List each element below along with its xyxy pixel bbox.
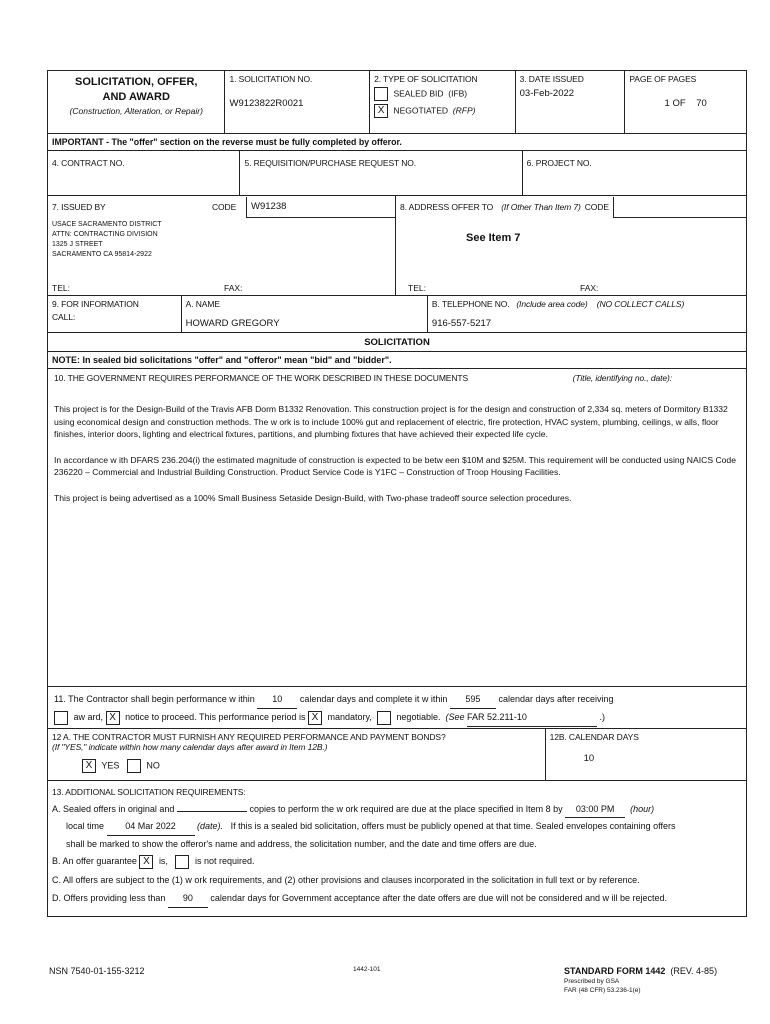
nsn-number: NSN 7540-01-155-3212 bbox=[49, 966, 145, 976]
issued-by-fax: FAX: bbox=[224, 283, 243, 293]
issued-by-cell bbox=[48, 196, 395, 295]
contact-phone-cell bbox=[427, 296, 746, 332]
requisition-number-cell[interactable] bbox=[239, 151, 521, 195]
description-paragraph-2: In accordance w ith DFARS 236.204(i) the estimated magnitude of construction is expected to be betw een $10M and $25M. This requirement will be conducted using NAICS Code 236220 – Commercial and Industrial Building Construction. Product Service Code is Y1FC – Construction of Troop Housing Facilities. bbox=[54, 454, 736, 477]
address-offer-code-box[interactable] bbox=[613, 197, 746, 218]
date-issued-value[interactable]: 03-Feb-2022 bbox=[519, 88, 575, 99]
guarantee-not-checkbox[interactable] bbox=[175, 855, 189, 869]
item11-cell bbox=[48, 687, 746, 728]
bonds-cell bbox=[48, 729, 545, 780]
award-checkbox[interactable] bbox=[54, 711, 68, 725]
contact-name-value[interactable]: HOWARD GREGORY bbox=[185, 318, 280, 329]
item11-row bbox=[47, 686, 747, 728]
issued-address-row bbox=[47, 195, 747, 295]
far-reference[interactable]: FAR 52.211-10 bbox=[467, 709, 597, 727]
issued-by-tel: TEL: bbox=[52, 283, 70, 293]
important-row bbox=[47, 133, 747, 150]
item13-b-text3: is not required. bbox=[194, 856, 255, 866]
sealed-bid-checkbox[interactable] bbox=[374, 87, 388, 101]
due-time-value[interactable]: 03:00 PM bbox=[565, 801, 625, 819]
item13-a-line3: shall be marked to show the offeror's name and address, the solicitation number, and the date and time offers are due. bbox=[66, 838, 537, 849]
form-title-sub: (Construction, Alteration, or Repair) bbox=[69, 106, 203, 116]
page-count-value bbox=[629, 98, 742, 109]
item13-label: 13. ADDITIONAL SOLICITATION REQUIREMENTS: bbox=[52, 787, 246, 797]
item11-close: .) bbox=[599, 712, 606, 722]
address-line4: SACRAMENTO CA 95814-2922 bbox=[52, 251, 152, 258]
bonds-italic: (If "YES," indicate within how many calendar days after award in Item 12B.) bbox=[52, 742, 328, 752]
start-days-value[interactable]: 10 bbox=[257, 691, 297, 709]
bonds-options bbox=[82, 759, 541, 773]
standard-form-block bbox=[564, 966, 754, 994]
solicitation-form bbox=[47, 70, 747, 917]
due-date-value[interactable]: 04 Mar 2022 bbox=[107, 818, 195, 836]
item13-c-line: C. All offers are subject to the (1) w ork requirements, and (2) other provisions and clauses incorporated in the solicitation in full text or by reference. bbox=[52, 874, 640, 885]
header-row bbox=[47, 70, 747, 133]
bonds-yes-label: YES bbox=[101, 760, 120, 771]
negotiable-label: negotiable. bbox=[396, 712, 441, 722]
item13-b-text1: B. An offer guarantee bbox=[52, 856, 137, 866]
bonds-no-label: NO bbox=[146, 760, 160, 771]
sealed-bid-code: (IFB) bbox=[448, 88, 468, 99]
item13-d-line bbox=[52, 890, 742, 908]
guarantee-is-checkbox[interactable]: X bbox=[139, 855, 153, 869]
contact-phone-italic: (Include area code) bbox=[516, 299, 588, 309]
mandatory-label: mandatory, bbox=[327, 712, 372, 722]
item11-text3: calendar days after receiving bbox=[498, 694, 614, 704]
bonds-label: 12 A. THE CONTRACTOR MUST FURNISH ANY REQUIRED PERFORMANCE AND PAYMENT BONDS? bbox=[52, 732, 446, 742]
contact-phone-value[interactable]: 916-557-5217 bbox=[431, 318, 492, 329]
item10-row bbox=[47, 368, 747, 686]
item10-italic: (Title, identifying no., date): bbox=[572, 373, 672, 383]
information-label-line2: CALL: bbox=[52, 312, 76, 322]
item13-a-line2 bbox=[52, 818, 742, 836]
form-revision: (REV. 4-85) bbox=[670, 966, 718, 976]
address-offer-value: See Item 7 bbox=[466, 232, 521, 244]
item10-cell bbox=[48, 369, 746, 686]
contact-phone-header bbox=[432, 299, 742, 309]
calendar-days-cell bbox=[545, 729, 746, 780]
description-paragraph-1: This project is for the Design-Build of the Travis AFB Dorm B1332 Renovation. This construction project is for the design and construction of 2,334 sq. meters of Dormitory B1332 using economical design and construction methods. The w ork is to include 100% gut and replacement of electric, fire protection, HVAC system, plumbing, ceilings, w alls, floor finishes, interior doors, lighting and electrical fixtures, partitions, and plumbing fixtures that have achieved their expected life cycle. bbox=[54, 404, 728, 439]
address-line2: ATTN: CONTRACTING DIVISION bbox=[52, 231, 158, 238]
form-title-line1: SOLICITATION, OFFER, bbox=[75, 76, 198, 88]
prescribed-by: Prescribed by GSA bbox=[564, 978, 620, 985]
address-offer-tel: TEL: bbox=[408, 283, 426, 293]
page-count-cell bbox=[624, 71, 746, 133]
item11-text2: calendar days and complete it w ithin bbox=[299, 694, 448, 704]
issued-by-code-label: CODE bbox=[212, 202, 237, 212]
complete-days-value[interactable]: 595 bbox=[450, 691, 496, 709]
page-count-label: PAGE OF PAGES bbox=[629, 74, 697, 84]
solicitation-heading-row bbox=[47, 332, 747, 351]
date-issued-label: 3. DATE ISSUED bbox=[519, 74, 584, 84]
item13-a-text1: A. Sealed offers in original and bbox=[52, 803, 175, 814]
issued-by-header bbox=[48, 196, 395, 218]
item11-text1: 11. The Contractor shall begin performance w ithin bbox=[54, 694, 255, 704]
requisition-number-label: 5. REQUISITION/PURCHASE REQUEST NO. bbox=[244, 158, 417, 168]
sealed-bid-option bbox=[374, 87, 511, 101]
award-label: aw ard, bbox=[73, 712, 104, 722]
item13-row bbox=[47, 780, 747, 917]
address-offer-header bbox=[396, 196, 746, 218]
mandatory-checkbox[interactable]: X bbox=[308, 711, 322, 725]
item13-b-text2: is, bbox=[158, 856, 168, 866]
issued-by-code-value[interactable]: W91238 bbox=[246, 197, 395, 218]
bonds-yes-checkbox[interactable]: X bbox=[82, 759, 96, 773]
negotiated-checkbox[interactable]: X bbox=[374, 104, 388, 118]
notice-to-proceed-label: notice to proceed. This performance period is bbox=[125, 712, 306, 722]
contract-row bbox=[47, 150, 747, 195]
address-offer-label: 8. ADDRESS OFFER TO bbox=[400, 202, 494, 212]
standard-form-line bbox=[564, 966, 754, 976]
calendar-days-value[interactable]: 10 bbox=[583, 753, 595, 764]
description-paragraph-3: This project is being advertised as a 100% Small Business Setaside Design-Build, with Two-phase tradeoff source selection procedures. bbox=[54, 492, 572, 503]
sealed-bid-note: NOTE: In sealed bid solicitations "offer" and "offeror" mean "bid" and "bidder". bbox=[52, 355, 392, 365]
standard-form-label: STANDARD FORM 1442 bbox=[564, 966, 666, 976]
item10-header bbox=[54, 373, 740, 383]
address-offer-cell bbox=[395, 196, 746, 295]
form-title-line2: AND AWARD bbox=[102, 91, 170, 103]
page-current: 1 OF bbox=[664, 98, 686, 109]
solicitation-number-value[interactable]: W9123822R0021 bbox=[229, 98, 304, 109]
address-line3: 1325 J STREET bbox=[52, 241, 103, 248]
solicitation-type-label: 2. TYPE OF SOLICITATION bbox=[374, 74, 478, 84]
contact-name-label: A. NAME bbox=[185, 299, 220, 309]
contract-number-label: 4. CONTRACT NO. bbox=[52, 158, 125, 168]
see-label: (See bbox=[445, 712, 465, 722]
solicitation-number-label: 1. SOLICITATION NO. bbox=[229, 74, 313, 84]
item13-a-line1 bbox=[52, 801, 742, 819]
form-code: 1442-101 bbox=[353, 966, 381, 973]
address-line1: USACE SACRAMENTO DISTRICT bbox=[52, 221, 162, 228]
negotiable-checkbox[interactable] bbox=[377, 711, 391, 725]
project-number-label: 6. PROJECT NO. bbox=[526, 158, 592, 168]
negotiated-code: (RFP) bbox=[452, 105, 476, 116]
address-offer-fax: FAX: bbox=[580, 283, 599, 293]
item13-b-line bbox=[52, 853, 742, 870]
item13-a-text3: local time bbox=[66, 821, 105, 831]
item10-label: 10. THE GOVERNMENT REQUIRES PERFORMANCE OF THE WORK DESCRIBED IN THESE DOCUMENTS bbox=[54, 373, 469, 383]
solicitation-type-cell bbox=[369, 71, 515, 133]
issued-by-label: 7. ISSUED BY bbox=[52, 202, 106, 212]
item13-d-text1: D. Offers providing less than bbox=[52, 893, 166, 903]
important-note: IMPORTANT - The "offer" section on the reverse must be fully completed by offeror. bbox=[52, 137, 402, 147]
contact-phone-label: B. TELEPHONE NO. bbox=[431, 299, 510, 309]
page-total: 70 bbox=[696, 98, 707, 109]
information-row bbox=[47, 295, 747, 332]
date-label: (date). bbox=[197, 821, 224, 831]
calendar-days-label: 12B. CALENDAR DAYS bbox=[549, 732, 639, 742]
contact-name-cell bbox=[181, 296, 427, 332]
copies-field[interactable] bbox=[177, 811, 247, 812]
item13-cell bbox=[48, 781, 746, 916]
far-citation: FAR (48 CFR) 53.236-1(e) bbox=[564, 987, 641, 994]
item13-a-text2: copies to perform the w ork required are due at the place specified in Item 8 by bbox=[249, 803, 563, 814]
negotiated-option bbox=[374, 104, 511, 118]
item13-a-text4: If this is a sealed bid solicitation, offers must be publicly opened at that time. Sealed envelopes containing offers bbox=[230, 821, 676, 831]
item13-d-text2: calendar days for Government acceptance after the date offers are due will not be considered and w ill be rejected. bbox=[210, 893, 668, 903]
project-number-cell[interactable] bbox=[522, 151, 746, 195]
negotiated-label: NEGOTIATED bbox=[393, 105, 449, 116]
notice-to-proceed-checkbox[interactable]: X bbox=[106, 711, 120, 725]
note-row bbox=[47, 351, 747, 368]
date-issued-cell bbox=[515, 71, 625, 133]
acceptance-days-value[interactable]: 90 bbox=[168, 890, 208, 908]
no-collect-calls: (NO COLLECT CALLS) bbox=[596, 299, 685, 309]
information-label-line1: 9. FOR INFORMATION bbox=[52, 299, 139, 309]
sealed-bid-label: SEALED BID bbox=[393, 88, 444, 99]
address-offer-code-label: CODE bbox=[584, 202, 609, 212]
item11-line1 bbox=[54, 691, 740, 709]
item11-line2 bbox=[54, 709, 740, 727]
item12-row bbox=[47, 728, 747, 780]
solicitation-heading: SOLICITATION bbox=[364, 337, 430, 348]
issued-by-address bbox=[52, 220, 391, 260]
hour-label: (hour) bbox=[630, 803, 655, 814]
form-title-cell bbox=[48, 71, 224, 133]
contract-number-cell[interactable] bbox=[48, 151, 239, 195]
information-label-cell bbox=[48, 296, 181, 332]
bonds-no-checkbox[interactable] bbox=[127, 759, 141, 773]
solicitation-number-cell bbox=[224, 71, 369, 133]
address-offer-italic: (If Other Than Item 7) bbox=[501, 202, 581, 212]
